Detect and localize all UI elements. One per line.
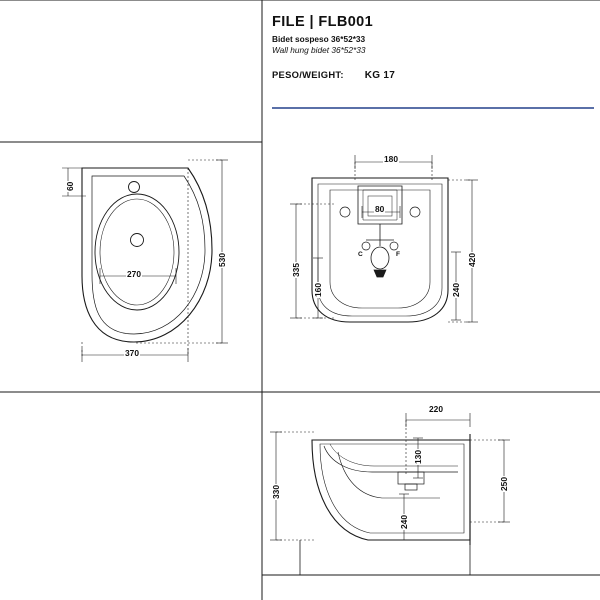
hot-water-label: F (396, 251, 401, 258)
dim-side-220: 220 (429, 404, 443, 414)
cold-water-mark (362, 242, 370, 250)
dim-top-530: 530 (217, 253, 227, 267)
dim-front-335: 335 (291, 263, 301, 277)
dim-top-370: 370 (125, 348, 139, 358)
dim-front-420: 420 (467, 253, 477, 267)
dim-front-80: 80 (375, 204, 385, 214)
hot-water-mark (390, 242, 398, 250)
page-title: FILE | FLB001 (272, 14, 374, 30)
side-view-dimensions (270, 413, 510, 540)
side-view-outline (300, 434, 470, 575)
subtitle-italian: Bidet sospeso 36*52*33 (272, 34, 366, 44)
tap-hole (129, 182, 140, 193)
weight-row (272, 69, 592, 81)
dim-side-250: 250 (499, 477, 509, 491)
dim-side-330: 330 (271, 485, 281, 499)
cold-water-label: C (358, 251, 363, 258)
weight-value: KG 17 (364, 70, 396, 82)
front-view-outline (312, 178, 448, 322)
drain-hole (131, 234, 144, 247)
dim-front-180: 180 (384, 154, 398, 164)
subtitle-english: Wall hung bidet 36*52*33 (272, 45, 366, 56)
dim-top-60: 60 (65, 181, 75, 191)
title-block (272, 14, 592, 81)
dim-side-130: 130 (413, 450, 423, 464)
dim-front-160: 160 (313, 283, 323, 297)
dim-top-270: 270 (127, 269, 141, 279)
weight-label: PESO/WEIGHT: (272, 69, 344, 81)
dim-front-240: 240 (451, 283, 461, 297)
top-view-outline (82, 168, 212, 342)
drain-outlet (371, 247, 389, 269)
dim-side-240: 240 (399, 515, 409, 529)
top-view-dimensions (62, 160, 228, 362)
